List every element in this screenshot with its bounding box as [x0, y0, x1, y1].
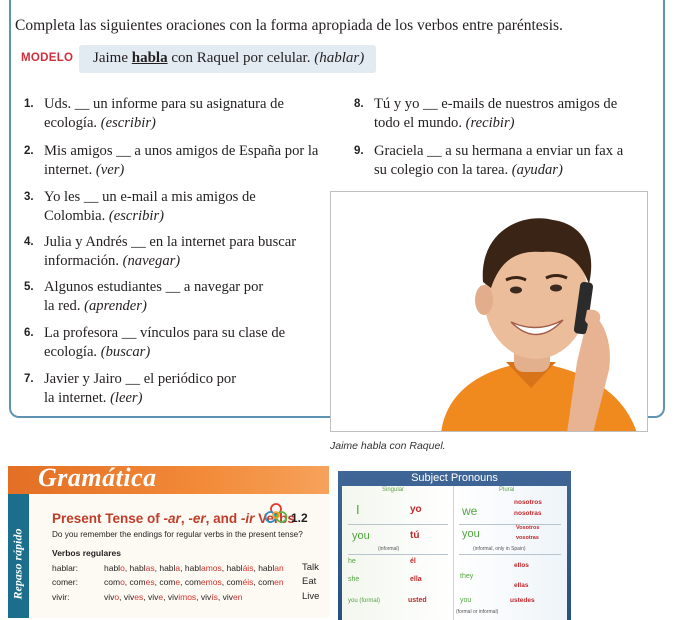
row-separator — [459, 524, 561, 525]
item-number: 3. — [24, 191, 34, 203]
phone-call-photo — [330, 191, 648, 432]
exercise-item-6 — [24, 324, 286, 362]
verb-ending: éis — [242, 577, 254, 587]
verb-infinitive: comer: — [52, 577, 78, 587]
pronoun-they: they — [460, 573, 474, 580]
exercise-item-5 — [24, 278, 264, 316]
verb-ending: o — [120, 577, 125, 587]
item-hint: (ayudar) — [511, 162, 563, 178]
verb-ending: amos — [200, 563, 222, 573]
verb-ending: emos — [200, 577, 222, 587]
subtitle-ar: -ar — [163, 511, 181, 526]
pronoun-he: he — [348, 558, 356, 565]
modelo-sentence — [93, 50, 364, 67]
verb-stem: habl — [129, 563, 146, 573]
item-line: Graciela __ a su hermana a enviar un fax a — [374, 143, 624, 159]
verb-ending: en — [274, 577, 284, 587]
item-line-2 — [374, 114, 617, 133]
pronoun-ellas: ellas — [514, 582, 529, 589]
gramatica-title: Gramática — [38, 463, 157, 492]
verb-stem: habl — [258, 563, 275, 573]
item-number: 7. — [24, 373, 34, 385]
verb-stem: viv — [222, 592, 234, 602]
item-text: todo el mundo. — [374, 115, 466, 131]
item-hint: (leer) — [110, 390, 143, 406]
subtitle-ir: -ir — [240, 511, 255, 526]
item-line: Mis amigos __ a unos amigos de España por la — [44, 143, 319, 159]
item-number: 4. — [24, 236, 34, 248]
item-line-2 — [374, 161, 623, 180]
photo-caption: Jaime habla con Raquel. — [330, 440, 446, 452]
pronoun-ella: ella — [410, 576, 422, 583]
item-hint: (recibir) — [465, 115, 515, 131]
verb-infinitive: vivir: — [52, 592, 70, 602]
item-text: la red. — [44, 298, 85, 314]
item-line: Algunos estudiantes __ a navegar por — [44, 279, 264, 295]
pronoun-nosotras: nosotras — [514, 510, 542, 517]
verb-ending: e — [158, 592, 164, 602]
note-informal: (informal) — [378, 546, 400, 552]
modelo-after: con Raquel por celular. — [167, 50, 315, 66]
item-line-2 — [44, 389, 236, 408]
verb-stem: viv — [167, 592, 179, 602]
item-number: 2. — [24, 145, 34, 157]
exercise-item-7 — [24, 370, 237, 408]
verb-forms: vivo, vives, vive, vivimos, vivís, viven — [104, 592, 243, 602]
item-hint: (buscar) — [100, 344, 151, 360]
repaso-label: Repaso rápido — [10, 528, 25, 600]
item-text: la internet. — [44, 390, 111, 406]
verb-stem: habl — [159, 563, 176, 573]
pronoun-you-plural-2: you — [460, 597, 472, 604]
verb-ending: ís — [211, 592, 218, 602]
exercise-item-1 — [24, 95, 284, 133]
item-hint: (aprender) — [84, 298, 147, 314]
item-line: Julia y Andrés __ en la internet para buscar — [44, 234, 297, 250]
item-text: Colombia. — [44, 208, 109, 224]
item-number: 1. — [24, 98, 34, 110]
pronoun-usted: usted — [408, 597, 427, 604]
verb-stem: com — [159, 577, 176, 587]
verb-stem: habl — [226, 563, 243, 573]
verb-stem: viv — [147, 592, 159, 602]
subtitle-post: Verbs — [254, 511, 295, 526]
verb-stem: viv — [104, 592, 115, 602]
item-number: 8. — [354, 98, 364, 110]
verb-stem: habl — [184, 563, 201, 573]
modelo-before: Jaime — [93, 50, 132, 66]
exercise-item-3 — [24, 188, 256, 226]
verb-stem: viv — [123, 592, 135, 602]
item-text: información. — [44, 253, 123, 269]
item-text: internet. — [44, 162, 96, 178]
pronoun-yo: yo — [410, 504, 422, 515]
subtitle-er: -er — [188, 511, 206, 526]
verb-stem: viv — [200, 592, 212, 602]
verb-ending: e — [175, 577, 181, 587]
note-spain: (informal, only in Spain) — [473, 546, 526, 552]
verb-ending: as — [145, 563, 155, 573]
item-number: 5. — [24, 281, 34, 293]
column-divider — [453, 486, 454, 620]
exercise-item-8 — [354, 95, 618, 133]
verb-ending: áis — [242, 563, 254, 573]
pronoun-we: we — [462, 504, 478, 518]
modelo-verb: habla — [131, 50, 168, 66]
item-line: Tú y yo __ e-mails de nuestros amigos de — [374, 96, 618, 112]
singular-label: Singular — [382, 487, 405, 493]
note-formal-informal: (formal or informal) — [456, 609, 499, 615]
subject-pronouns-panel — [338, 471, 571, 620]
item-text: ecología. — [44, 115, 101, 131]
verb-stem: com — [258, 577, 275, 587]
gramatica-subtitle: Present Tense of -ar, -er, and -ir Verbs — [52, 511, 295, 526]
pronoun-ellos: ellos — [514, 562, 529, 569]
pronoun-ustedes: ustedes — [510, 597, 535, 604]
verb-ending: en — [233, 592, 243, 602]
item-line-2 — [44, 161, 318, 180]
exercise-item-4 — [24, 233, 297, 271]
regular-verbs-heading: Verbos regulares — [52, 548, 121, 558]
item-line: Uds. __ un informe para su asignatura de — [44, 96, 284, 112]
subtitle-pre: Present Tense of — [52, 511, 164, 526]
verb-stem: habl — [104, 563, 121, 573]
verb-ending: es — [145, 577, 155, 587]
pronoun-vosotras: vosotras — [516, 535, 539, 541]
item-number: 6. — [24, 327, 34, 339]
item-hint: (navegar) — [122, 253, 181, 269]
repaso-sidebar — [8, 494, 29, 618]
pronoun-tu: tú — [410, 530, 420, 541]
instructions: Completa las siguientes oraciones con la forma apropiada de los verbos entre paréntesis. — [15, 17, 563, 34]
verb-ending: a — [175, 563, 181, 573]
pronoun-you-formal: you (formal) — [348, 598, 381, 604]
subtitle-and: , and — [205, 511, 241, 526]
gramatica-header — [8, 463, 329, 494]
verb-forms: hablo, hablas, habla, hablamos, habláis, hablan — [104, 563, 284, 573]
verb-infinitive: hablar: — [52, 563, 78, 573]
verb-ending: o — [120, 563, 125, 573]
verb-ending: es — [134, 592, 144, 602]
pronoun-el: él — [410, 558, 416, 565]
modelo-label: MODELO — [21, 52, 74, 64]
item-hint: (escribir) — [108, 208, 164, 224]
section-number: 1.2 — [291, 511, 308, 525]
verb-forms: como, comes, come, comemos, coméis, comen — [104, 577, 284, 587]
item-line-2 — [44, 207, 256, 226]
item-line: Javier y Jairo __ el periódico por — [44, 371, 237, 387]
row-separator — [459, 554, 561, 555]
modelo-hint: (hablar) — [314, 50, 365, 66]
pronoun-vosotros: Vosotros — [516, 525, 540, 531]
item-text: su colegio con la tarea. — [374, 162, 512, 178]
verb-stem: com — [184, 577, 201, 587]
verb-english: Live — [302, 591, 320, 602]
pronoun-i: I — [356, 502, 360, 517]
exercise-item-9 — [354, 142, 624, 180]
verb-ending: o — [114, 592, 120, 602]
gramatica-question: Do you remember the endings for regular verbs in the present tense? — [52, 530, 303, 539]
item-number: 9. — [354, 145, 364, 157]
item-line-2 — [44, 297, 263, 316]
pronouns-title: Subject Pronouns — [411, 472, 498, 484]
verb-english: Eat — [302, 576, 317, 587]
verb-ending: an — [274, 563, 284, 573]
flower-icon — [264, 503, 288, 527]
verb-stem: com — [129, 577, 146, 587]
item-line-2 — [44, 252, 296, 271]
pronoun-you-plural: you — [462, 528, 480, 540]
row-separator — [348, 554, 448, 555]
exercise-item-2 — [24, 142, 319, 180]
verb-stem: com — [104, 577, 121, 587]
pronoun-she: she — [348, 576, 360, 583]
item-text: ecología. — [44, 344, 101, 360]
gramatica-panel — [8, 463, 329, 618]
verb-ending: imos — [178, 592, 197, 602]
item-line: Yo les __ un e-mail a mis amigos de — [44, 189, 256, 205]
item-line-2 — [44, 114, 284, 133]
item-hint: (escribir) — [100, 115, 156, 131]
row-separator — [348, 524, 448, 525]
verb-english: Talk — [302, 562, 319, 573]
plural-label: Plural — [499, 487, 515, 493]
pronouns-table — [342, 486, 567, 620]
item-line-2 — [44, 343, 285, 362]
item-line: La profesora __ vínculos para su clase de — [44, 325, 286, 341]
pronoun-nosotros: nosotros — [514, 499, 542, 506]
pronoun-you-informal: you — [352, 530, 370, 542]
verb-stem: com — [226, 577, 243, 587]
item-hint: (ver) — [95, 162, 125, 178]
